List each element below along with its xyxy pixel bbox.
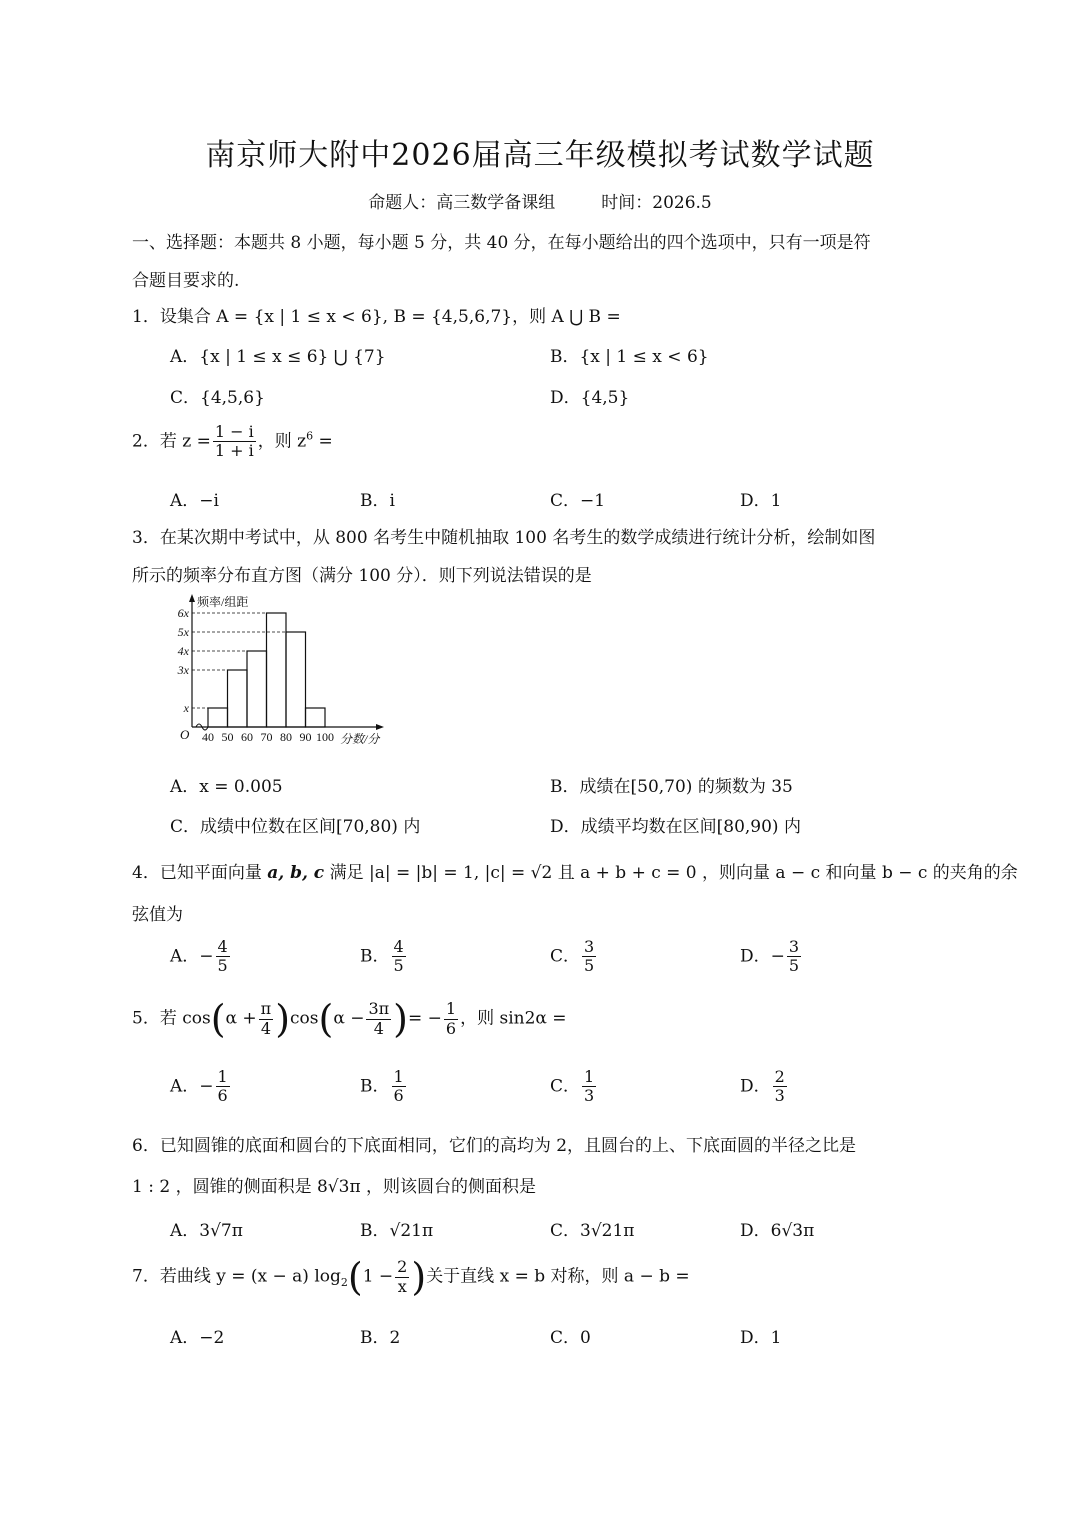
- q4-option-b[interactable]: [360, 938, 408, 976]
- q4-option-a-label: A．: [170, 946, 200, 967]
- q2-fraction: [213, 423, 256, 461]
- q4-option-a[interactable]: [170, 938, 232, 976]
- x-tick-label: 60: [241, 730, 253, 744]
- q5-option-b-num: 1: [393, 1067, 404, 1086]
- q5-option-a-sign: −: [199, 1076, 214, 1097]
- q4-option-b-label: B．: [360, 946, 390, 967]
- q5-option-d-label: D．: [740, 1076, 771, 1097]
- histogram-bar: [247, 651, 267, 727]
- q1-stem-end: ，则 A ⋃ B =: [512, 307, 621, 327]
- q5-option-a-den: 6: [217, 1086, 228, 1106]
- q4-option-d-frac: [787, 938, 801, 976]
- q7-frac-den: x: [397, 1276, 407, 1296]
- q5-paren-close-2: ): [393, 997, 408, 1041]
- q7-option-c[interactable]: C．0: [550, 1328, 591, 1348]
- q2-option-c[interactable]: C．−1: [550, 491, 606, 511]
- q1-set-b: , B = {4,5,6,7}: [382, 307, 513, 327]
- q7-frac-num: 2: [397, 1257, 408, 1277]
- q5-rhs-frac: [444, 1000, 458, 1038]
- q5-mid: cos: [290, 1008, 319, 1029]
- q1-option-d[interactable]: D．{4,5}: [550, 388, 630, 408]
- q5-option-b-den: 6: [393, 1086, 404, 1106]
- section-heading-line2: 合题目要求的.: [132, 271, 240, 291]
- q5-option-d-frac: [773, 1068, 787, 1106]
- x-axis-label: 分数/分: [340, 732, 380, 746]
- x-tick-label: 70: [260, 730, 273, 744]
- histogram-guides: [192, 613, 286, 708]
- q6-stem-line1: 6．已知圆锥的底面和圆台的下底面相同，它们的高均为 2，且圆台的上、下底面圆的半径之比是: [132, 1136, 857, 1156]
- q7-option-b[interactable]: B．2: [360, 1328, 401, 1348]
- q7-stem-end: 关于直线 x = b 对称，则 a − b =: [426, 1266, 690, 1287]
- q7-paren-open: (: [347, 1255, 363, 1299]
- q2-option-a[interactable]: A．−i: [170, 491, 219, 511]
- q5-stem: [132, 997, 567, 1041]
- q4-stem-mid: 满足 |a| = |b| = 1, |c| = √2 且 a + b + c = 0 ，则向量 a − c 和向量 b − c 的夹角的余: [324, 863, 1018, 883]
- histogram-bars: [208, 613, 325, 727]
- q5-option-b[interactable]: [360, 1068, 408, 1106]
- q1-option-b[interactable]: B．{x | 1 ≤ x < 6}: [550, 347, 709, 367]
- y-axis-label: 频率/组距: [197, 595, 249, 609]
- q4-option-a-den: 5: [217, 956, 228, 976]
- x-tick-label: 80: [280, 730, 292, 744]
- q2-option-d[interactable]: D．1: [740, 491, 782, 511]
- section-heading-line1: 一、选择题：本题共 8 小题，每小题 5 分，共 40 分，在每小题给出的四个选项中，只有一项是符: [132, 233, 871, 253]
- q7-stem-start: 7．若曲线 y = (x − a) log: [132, 1266, 341, 1287]
- x-tick-label: 40: [202, 730, 214, 744]
- q4-option-a-sign: −: [199, 946, 214, 967]
- x-axis-arrow: [376, 724, 384, 730]
- q7-one-minus: 1 −: [362, 1266, 394, 1287]
- q4-stem-start: 4．已知平面向量: [132, 863, 268, 883]
- q1-stem: [132, 302, 621, 327]
- q3-option-a[interactable]: A．x = 0.005: [170, 777, 283, 797]
- q5-option-d-den: 3: [774, 1086, 785, 1106]
- q6-option-c[interactable]: C．3√21π: [550, 1221, 635, 1241]
- q1-option-a[interactable]: A．{x | 1 ≤ x ≤ 6} ⋃ {7}: [170, 347, 386, 367]
- q4-option-b-frac: [392, 938, 406, 976]
- q5-rhs-den: 6: [445, 1018, 457, 1038]
- q2-fraction-den: 1 + i: [214, 441, 254, 461]
- q4-option-c-label: C．: [550, 946, 581, 967]
- q4-option-c-num: 3: [584, 937, 595, 956]
- q7-log-base: 2: [340, 1275, 348, 1289]
- q6-option-b[interactable]: B．√21π: [360, 1221, 434, 1241]
- q4-option-d[interactable]: [740, 938, 803, 976]
- q7-option-a[interactable]: A．−2: [170, 1328, 225, 1348]
- q5-option-b-frac: [392, 1068, 406, 1106]
- q4-vectors: a, b, c: [267, 863, 325, 883]
- q5-arg1-num: π: [260, 999, 272, 1019]
- q6-stem-line2: 1 : 2 ，圆锥的侧面积是 8√3π ，则该圆台的侧面积是: [132, 1177, 537, 1197]
- q4-stem-line2: 弦值为: [132, 905, 183, 925]
- q2-stem-end: ，则 z: [257, 431, 307, 452]
- q3-stem-line2: 所示的频率分布直方图（满分 100 分）．则下列说法错误的是: [132, 566, 592, 586]
- histogram-bar: [267, 613, 287, 727]
- q2-stem: [132, 423, 333, 461]
- histogram-bar: [286, 632, 306, 727]
- q4-option-d-label: D．: [740, 946, 771, 967]
- q4-option-a-num: 4: [217, 937, 228, 956]
- exam-date: 时间：2026.5: [601, 193, 712, 213]
- exam-title: 南京师大附中2026届高三年级模拟考试数学试题: [205, 138, 875, 173]
- q5-paren-open-1: (: [210, 997, 226, 1041]
- q5-stem-end: ，则 sin2α =: [460, 1008, 567, 1029]
- q5-arg1-pre: α +: [225, 1008, 257, 1029]
- q3-option-c[interactable]: C．成绩中位数在区间[70,80) 内: [170, 817, 421, 837]
- y-tick-label: x: [183, 701, 189, 715]
- x-tick-label: 50: [221, 730, 234, 744]
- q4-option-d-num: 3: [788, 937, 800, 956]
- q5-option-a[interactable]: [170, 1068, 232, 1106]
- q5-option-a-num: 1: [217, 1067, 228, 1086]
- q5-arg2-den: 4: [373, 1018, 384, 1038]
- q5-option-d-num: 2: [774, 1067, 785, 1086]
- q5-option-d[interactable]: [740, 1068, 789, 1106]
- q5-option-a-frac: [216, 1068, 230, 1106]
- q5-option-b-label: B．: [360, 1076, 390, 1097]
- x-tick-label: 100: [316, 730, 334, 744]
- q4-option-c-den: 5: [584, 956, 595, 976]
- q2-stem-start: 2．若 z =: [132, 431, 211, 452]
- q7-frac: [395, 1258, 409, 1296]
- q4-option-d-den: 5: [788, 956, 800, 976]
- q5-option-c-label: C．: [550, 1076, 581, 1097]
- q6-option-d[interactable]: D．6√3π: [740, 1221, 815, 1241]
- q5-option-c-den: 3: [584, 1086, 595, 1106]
- q6-option-a[interactable]: A．3√7π: [170, 1221, 243, 1241]
- q4-option-c-frac: [582, 938, 596, 976]
- q3-option-b[interactable]: B．成绩在[50,70) 的频数为 35: [550, 777, 793, 797]
- frequency-histogram: [170, 590, 400, 760]
- y-tick-label: 5x: [177, 625, 189, 639]
- q2-fraction-num: 1 − i: [214, 422, 254, 441]
- q4-option-c[interactable]: [550, 938, 598, 976]
- q5-stem-start: 5．若 cos: [132, 1008, 211, 1029]
- histogram-bar: [228, 670, 248, 727]
- q2-eq: =: [313, 431, 333, 452]
- q5-option-c[interactable]: [550, 1068, 598, 1106]
- q5-paren-open-2: (: [318, 997, 334, 1041]
- q7-paren-close: ): [411, 1255, 427, 1299]
- histogram-bar: [208, 708, 228, 727]
- q4-option-a-frac: [216, 938, 230, 976]
- x-tick-label: 90: [299, 730, 312, 744]
- q1-stem-start: 1．设集合: [132, 307, 217, 327]
- q4-option-d-sign: −: [770, 946, 785, 967]
- q7-option-d[interactable]: D．1: [740, 1328, 782, 1348]
- exam-subtitle: [0, 188, 1080, 213]
- q5-arg1-den: 4: [260, 1018, 272, 1038]
- q5-rhs-num: 1: [445, 999, 457, 1019]
- q3-option-d[interactable]: D．成绩平均数在区间[80,90) 内: [550, 817, 801, 837]
- q5-option-a-label: A．: [170, 1076, 200, 1097]
- q5-paren-close-1: ): [275, 997, 291, 1041]
- y-tick-label: 4x: [177, 644, 189, 658]
- y-tick-label: 3x: [177, 663, 189, 677]
- q5-arg1-frac: [259, 1000, 274, 1038]
- histogram-bar: [306, 708, 326, 727]
- q4-stem: [132, 858, 1018, 883]
- y-axis-arrow: [189, 594, 195, 602]
- q5-arg2-num: 3π: [368, 999, 390, 1019]
- q3-stem-line1: 3．在某次期中考试中，从 800 名考生中随机抽取 100 名考生的数学成绩进行统计分析，绘制如图: [132, 528, 876, 548]
- origin-label: O: [180, 727, 190, 742]
- q5-arg2-frac: [366, 1000, 391, 1038]
- q2-option-b[interactable]: B．i: [360, 491, 395, 511]
- q4-option-b-num: 4: [393, 937, 404, 956]
- q5-option-c-num: 1: [584, 1067, 595, 1086]
- y-tick-label: 6x: [177, 606, 189, 620]
- q7-stem: [132, 1255, 690, 1299]
- q4-option-b-den: 5: [393, 956, 404, 976]
- q2-exponent: 6: [306, 429, 314, 443]
- q5-arg2-pre: α −: [333, 1008, 365, 1029]
- q1-set-a: A = {x | 1 ≤ x < 6}: [216, 307, 383, 327]
- q5-option-c-frac: [582, 1068, 596, 1106]
- exam-author: 命题人：高三数学备课组: [368, 193, 556, 213]
- q5-eq: = −: [408, 1008, 442, 1029]
- q1-option-c[interactable]: C．{4,5,6}: [170, 388, 265, 408]
